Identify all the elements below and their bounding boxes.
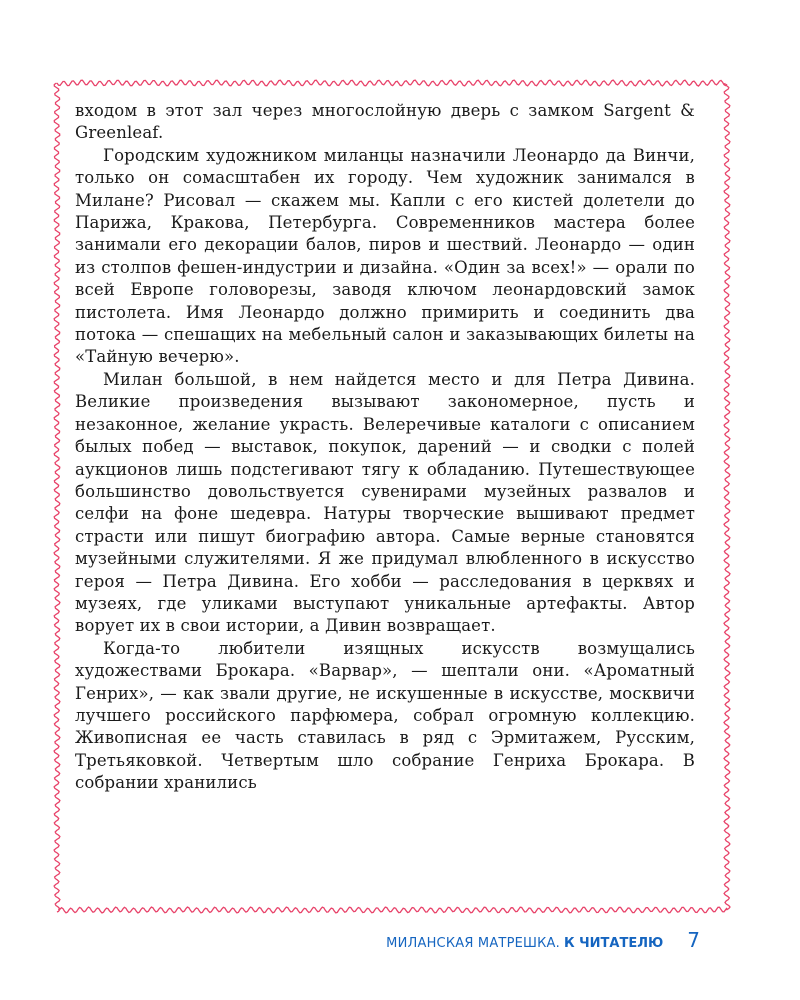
page-footer xyxy=(386,928,700,952)
paragraph-3: Милан большой, в нем найдется место и для Петра Дивина. Великие произведения вызывают закономерное, пусть и незаконное, желание украсть. Велеречивые каталоги с описанием былых побед — выставок, покупок, дарений — и сводки с полей аукционов лишь подстегивают тягу к обладанию. Путешествующее большинство довольствуется сувенирами музейных развалов и селфи на фоне шедевра. Натуры творческие вышивают предмет страсти или пишут биографию автора. Самые верные становятся музейными служителями. Я же придумал влюбленного в искусство героя — Петра Дивина. Его хобби — расследования в церквях и музеях, где уликами выступают уникальные артефакты. Автор ворует их в свои истории, а Дивин возвращает. xyxy=(75,369,695,636)
paragraph-1: входом в этот зал через многослойную дверь с замком Sargent & Greenleaf. xyxy=(75,101,695,143)
section-title: К ЧИТАТЕЛЮ xyxy=(563,936,664,951)
paragraph-4: Когда-то любители изящных искусств возмущались художествами Брокара. «Варвар», — шептали они. «Ароматный Генрих», — как звали другие, не искушенные в искусстве, москвичи лучшего российского парфюмера, собрал огромную коллекцию. Живописная ее часть ставилась в ряд с Эрмитажем, Русским, Третьяковкой. Четвертым шло собрание Генриха Брокара. В собрании хранились xyxy=(75,638,695,793)
paragraph-2: Городским художником миланцы назначили Леонардо да Винчи, только он сомасштабен их городу. Чем художник занимался в Милане? Рисовал — скажем мы. Капли с его кистей долетели до Парижа, Кракова, Петербурга. Современников мастера более занимали его декорации балов, пиров и шествий. Леонардо — один из столпов фешен-индустрии и дизайна. «Один за всех!» — орали по всей Европе головорезы, заводя ключом леонардовский замок пистолета. Имя Леонардо должно примирить и соединить два потока — спешащих на мебельный салон и заказывающих билеты на «Тайную вечерю». xyxy=(75,145,695,367)
page-number: 7 xyxy=(687,928,700,952)
book-title: МИЛАНСКАЯ МАТРЕШКА. xyxy=(386,936,560,951)
main-text xyxy=(75,100,695,900)
